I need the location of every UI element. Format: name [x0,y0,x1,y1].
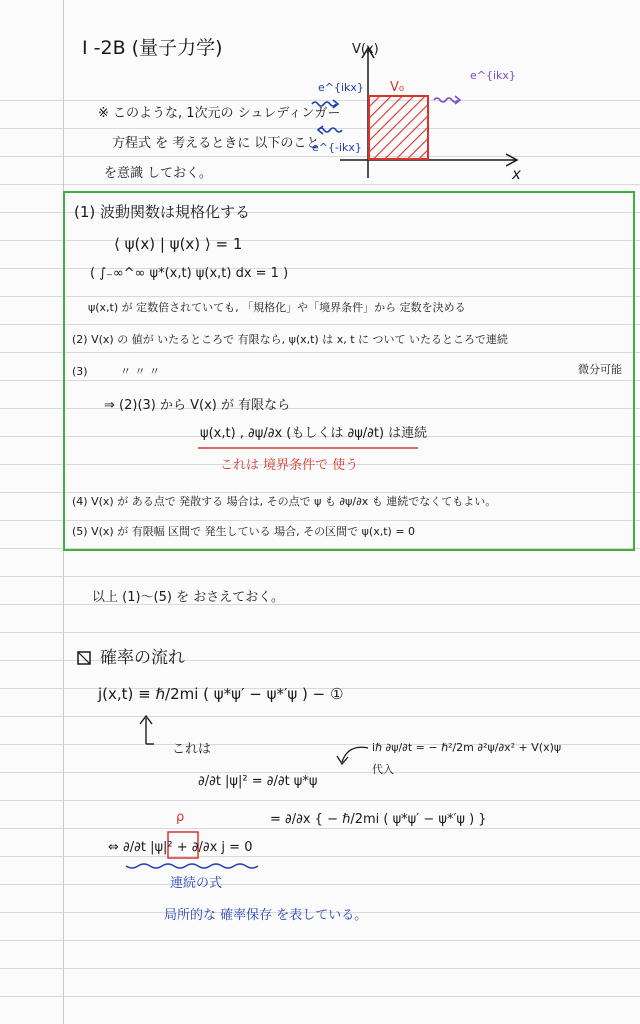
continuity-eq: ⇔ ∂/∂t |ψ|² + ∂/∂x j = 0 [108,840,253,855]
substitute-label: 代入 [372,763,394,776]
item-23-eq: ψ(x,t) , ∂ψ/∂x (もしくは ∂ψ/∂t) は連続 [200,426,428,441]
intro-line-1: ※ このような, 1次元の シュレディンガー [98,106,341,121]
item-1-eq-norm: ⟨ ψ(x) | ψ(x) ⟩ = 1 [114,235,243,253]
item-23-premise: ⇒ (2)(3) から V(x) が 有限なら [104,398,291,413]
time-derivative-eq: ∂/∂t |ψ|² = ∂/∂t ψ*ψ [198,774,318,789]
item-3-ditto: 〃 〃 〃 [120,365,160,378]
current-definition: j(x,t) ≡ ℏ/2mi ( ψ*ψ′ − ψ*′ψ ) − ① [98,685,344,703]
item-4: (4) V(x) が ある点で 発散する 場合は, その点で ψ も ∂ψ/∂x も 連続でなくてもよい。 [72,495,497,508]
item-3-label: (3) [72,365,88,378]
continuity-label: 連続の式 [170,876,223,891]
wave-left-bottom-label: e^{-ikx} [312,141,362,154]
wave-left-top-label: e^{ikx} [318,81,364,94]
intro-line-3: を意識 しておく。 [104,166,212,181]
item-23-note: これは 境界条件で 使う [220,458,359,473]
summary-line: 以上 (1)〜(5) を おさえておく。 [92,590,284,605]
barrier-label: V₀ [390,80,405,95]
section-heading: 確率の流れ [100,648,185,668]
item-2: (2) V(x) の 値が いたるところで 有限なら, ψ(x,t) は x, t に ついて いたるところで連続 [72,333,508,346]
kore-label: これは [172,742,212,757]
conclusion-line: 局所的な 確率保存 を表している。 [164,908,368,923]
item-3-end: 微分可能 [578,363,622,376]
page-title: I -2B (量子力学) [82,37,223,59]
item-1-title: (1) 波動関数は規格化する [74,203,251,221]
x-axis-label: x [512,165,521,183]
divergence-eq: = ∂/∂x { − ℏ/2mi ( ψ*ψ′ − ψ*′ψ ) } [270,812,487,827]
wave-right-label: e^{ikx} [470,69,516,82]
item-1-eq-integral: ( ∫₋∞^∞ ψ*(x,t) ψ(x,t) dx = 1 ) [90,266,289,281]
item-5: (5) V(x) が 有限幅 区間で 発生している 場合, その区間で ψ(x,t) = 0 [72,525,416,538]
y-axis-label: V(x) [352,42,379,57]
item-1-note: ψ(x,t) が 定数倍されていても, 「規格化」や「境界条件」から 定数を決める [88,301,466,314]
intro-line-2: 方程式 を 考えるときに 以下のこと [112,136,320,151]
rho-label: ρ [176,810,185,825]
schrodinger-eq: iℏ ∂ψ/∂t = − ℏ²/2m ∂²ψ/∂x² + V(x)ψ [372,741,562,754]
